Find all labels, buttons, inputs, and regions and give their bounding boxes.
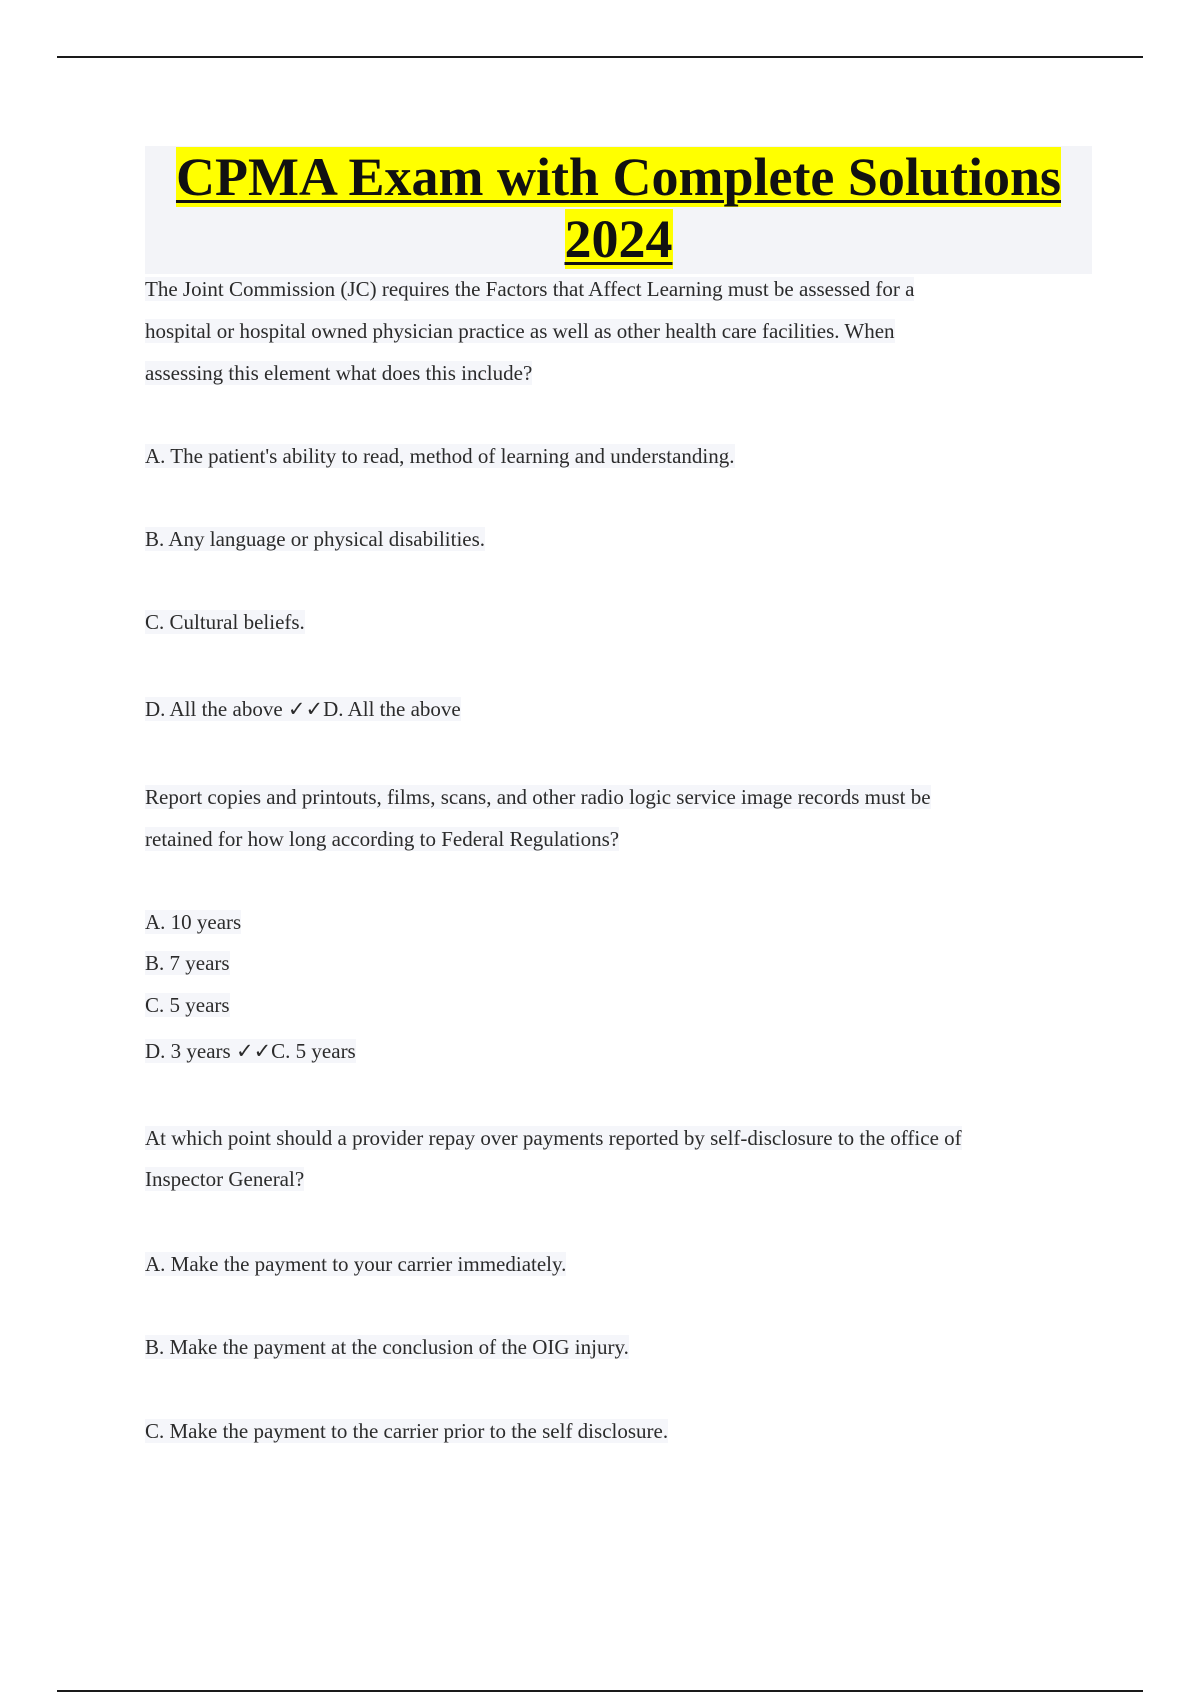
- question-2-option-a: A. 10 years: [145, 910, 242, 934]
- top-rule: [57, 56, 1143, 58]
- page-title: CPMA Exam with Complete Solutions 2024: [175, 147, 1061, 269]
- question-2-option-b: B. 7 years: [145, 951, 230, 975]
- question-2-option-d-answer: D. 3 years ✓✓C. 5 years: [145, 1039, 356, 1063]
- question-3-option-c: C. Make the payment to the carrier prior to the self disclosure.: [145, 1419, 669, 1443]
- question-1-line-2: hospital or hospital owned physician practice as well as other health care facilities. When: [145, 319, 895, 343]
- question-1-option-a: A. The patient's ability to read, method of learning and understanding.: [145, 444, 735, 468]
- bottom-rule: [57, 1690, 1143, 1692]
- question-1-line-3: assessing this element what does this include?: [145, 361, 533, 385]
- question-3-option-a: A. Make the payment to your carrier immediately.: [145, 1252, 567, 1276]
- question-3-line-1: At which point should a provider repay over payments reported by self-disclosure to the office of: [145, 1126, 962, 1150]
- question-2-option-c: C. 5 years: [145, 993, 230, 1017]
- question-2-line-2: retained for how long according to Federal Regulations?: [145, 827, 620, 851]
- question-2-line-1: Report copies and printouts, films, scans, and other radio logic service image records must be: [145, 785, 931, 809]
- question-1-option-c: C. Cultural beliefs.: [145, 610, 305, 634]
- question-1-option-d-answer: D. All the above ✓✓D. All the above: [145, 697, 461, 721]
- question-1-option-b: B. Any language or physical disabilities.: [145, 527, 486, 551]
- question-3-line-2: Inspector General?: [145, 1167, 305, 1191]
- question-3-option-b: B. Make the payment at the conclusion of the OIG injury.: [145, 1335, 629, 1359]
- question-1-line-1: The Joint Commission (JC) requires the Factors that Affect Learning must be assessed for a: [145, 277, 915, 301]
